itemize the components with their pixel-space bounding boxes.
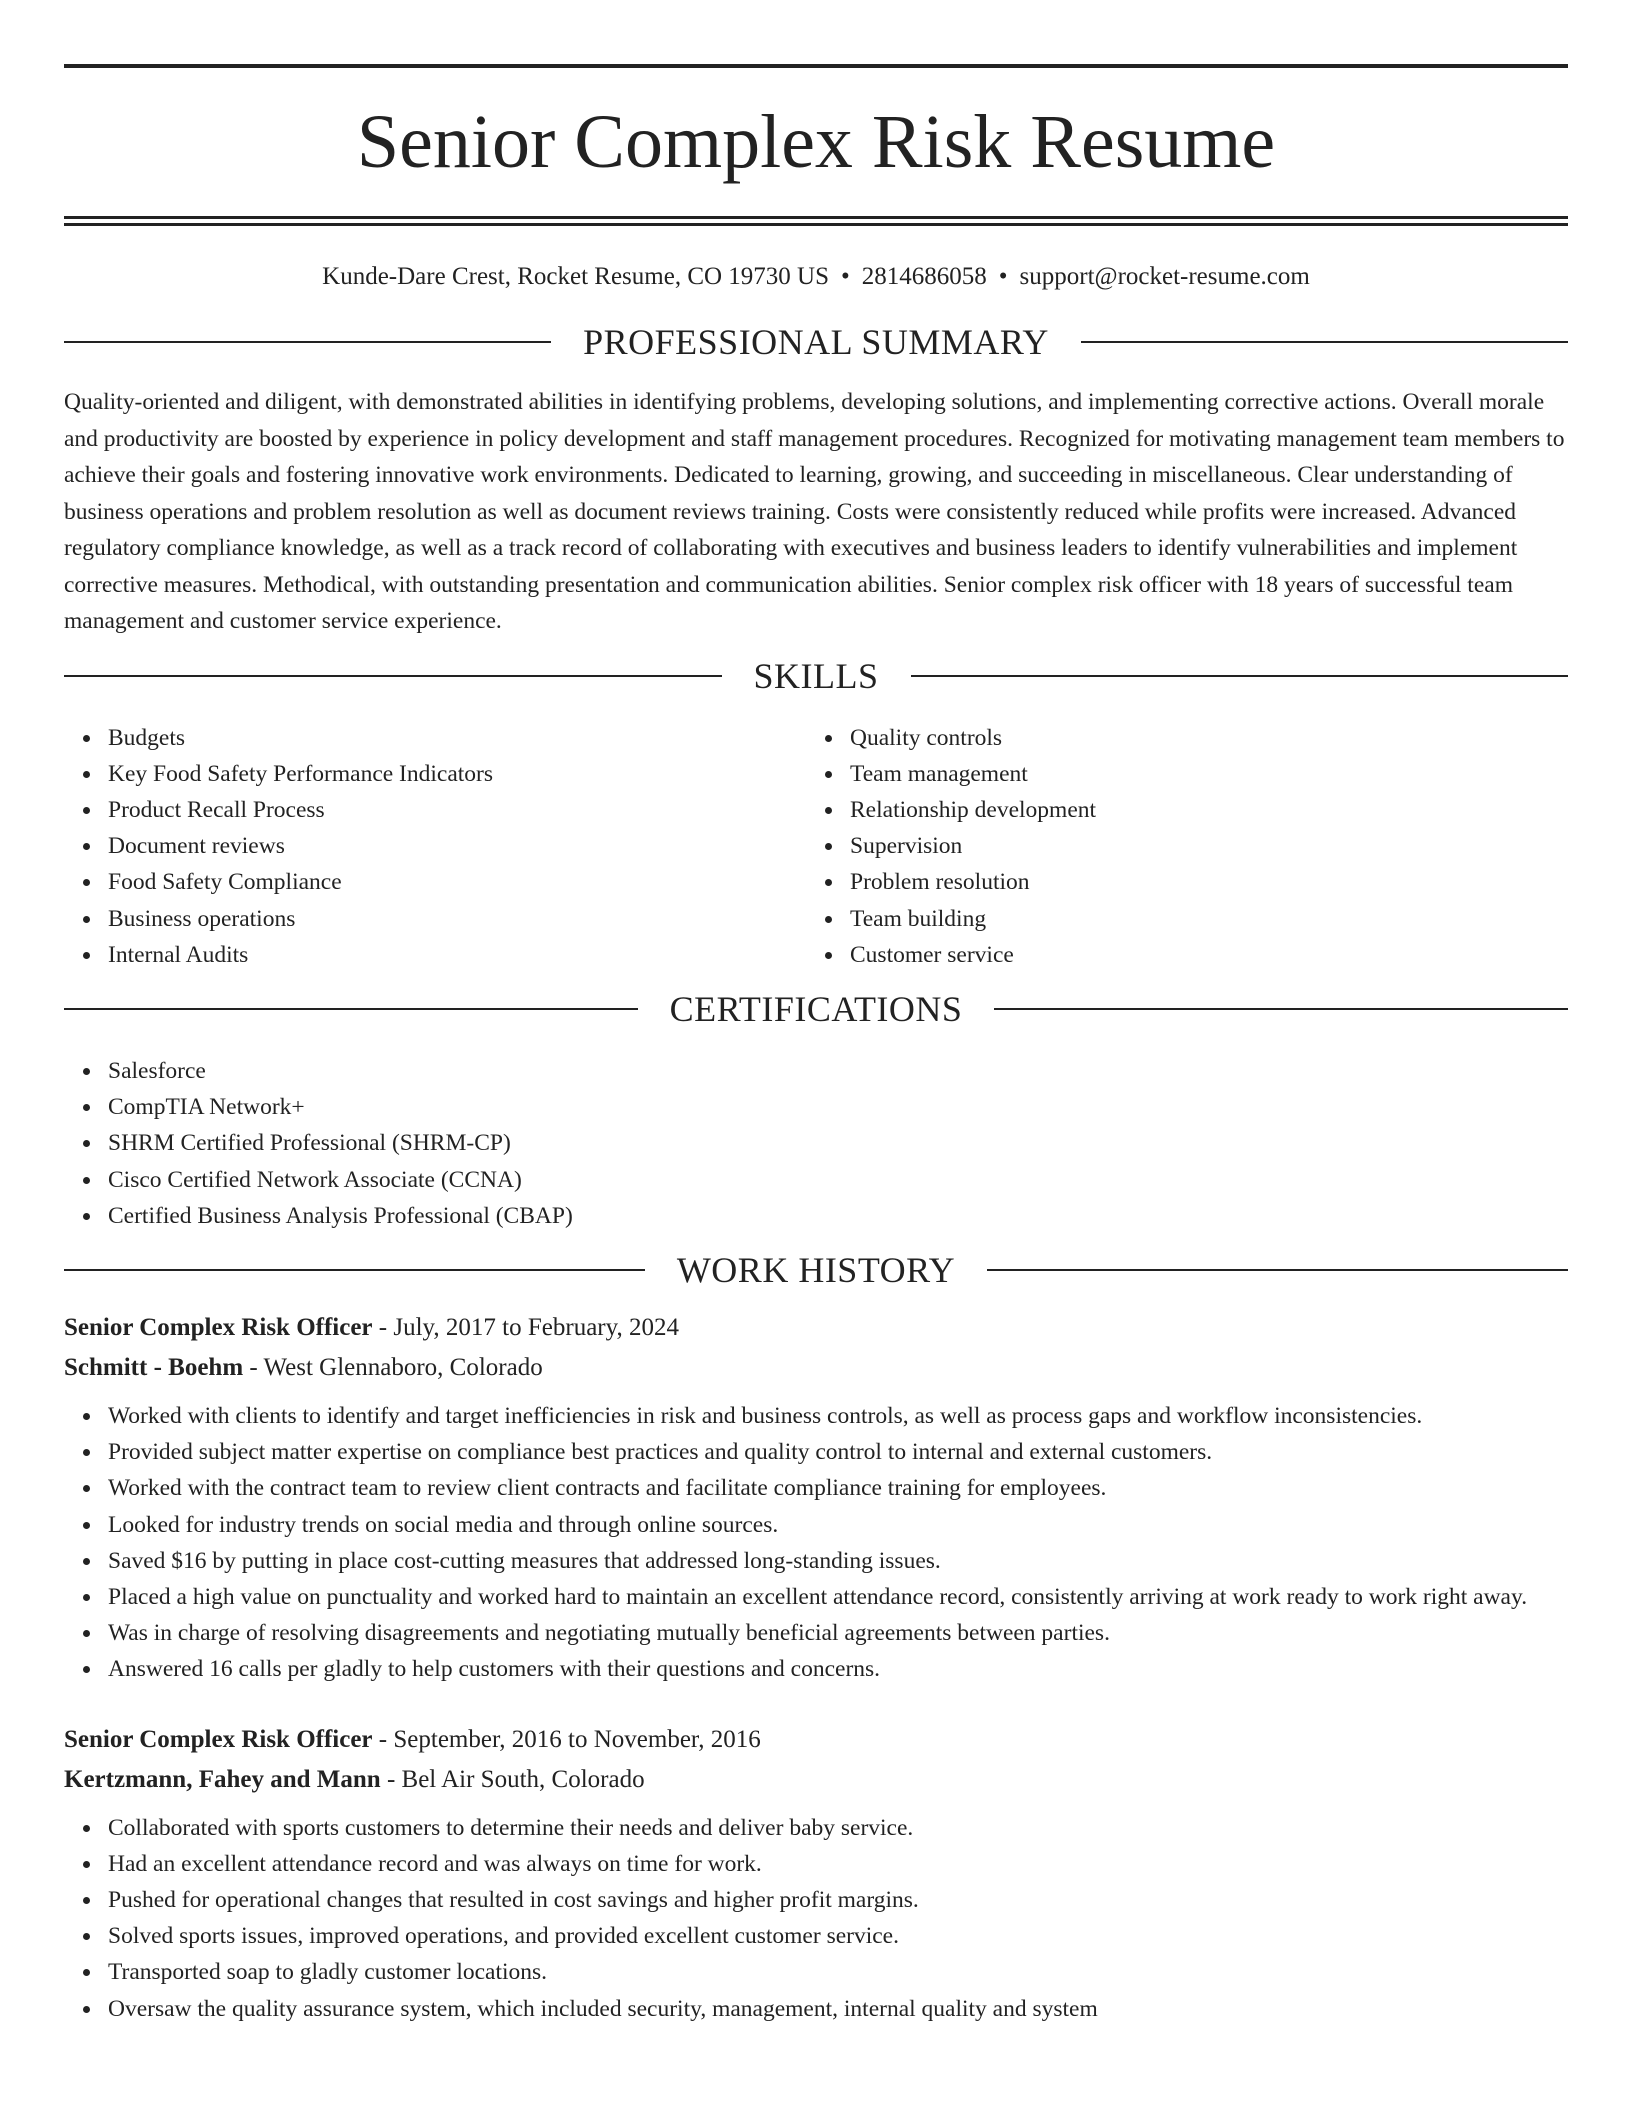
job-company-line [64,1760,1568,1800]
work-history-heading-label: WORK HISTORY [676,1249,956,1290]
certification-item: Salesforce [108,1053,1568,1089]
title-double-rule [64,216,1568,226]
skill-item: Customer service [850,937,1548,973]
skill-item: Internal Audits [108,937,806,973]
job-bullet: Collaborated with sports customers to determine their needs and deliver baby service. [108,1810,1568,1846]
skill-item: Team building [850,901,1548,937]
skills-grid [64,720,1568,973]
job-bullets [64,1810,1568,2027]
summary-heading-label: PROFESSIONAL SUMMARY [583,322,1049,362]
job-title: Senior Complex Risk Officer [64,1313,373,1341]
job-bullets [64,1398,1568,1688]
job-bullet: Oversaw the quality assurance system, which included security, management, internal quality and system [108,1991,1568,2027]
job-company: Schmitt - Boehm [64,1353,244,1381]
job-bullet: Was in charge of resolving disagreements and negotiating mutually beneficial agreements between parties. [108,1615,1568,1651]
job-bullet: Looked for industry trends on social media and through online sources. [108,1507,1568,1543]
heading-rule-left [64,1008,638,1010]
heading-rule-right [1081,341,1568,343]
job-bullet: Pushed for operational changes that resulted in cost savings and higher profit margins. [108,1882,1568,1918]
top-rule [64,64,1568,68]
skill-item: Key Food Safety Performance Indicators [108,756,806,792]
skills-list-left [64,720,806,973]
job-bullet: Solved sports issues, improved operations, and provided excellent customer service. [108,1918,1568,1954]
certification-item: Cisco Certified Network Associate (CCNA) [108,1162,1568,1198]
skill-item: Document reviews [108,828,806,864]
job-bullet: Saved $16 by putting in place cost-cutting measures that addressed long-standing issues. [108,1543,1568,1579]
work-history-heading [64,1248,1568,1292]
certification-item: CompTIA Network+ [108,1089,1568,1125]
job-title-line [64,1720,1568,1760]
job-bullet: Provided subject matter expertise on compliance best practices and quality control to internal and external customers. [108,1434,1568,1470]
heading-rule-right [994,1008,1568,1010]
job-title-line [64,1308,1568,1348]
certification-item: Certified Business Analysis Professional (CBAP) [108,1198,1568,1234]
skill-item: Business operations [108,901,806,937]
heading-rule-left [64,341,551,343]
skills-column-left [64,720,806,973]
contact-phone: 2814686058 [861,263,987,290]
contact-address: Kunde-Dare Crest, Rocket Resume, CO 19730 US [322,263,830,290]
job-location: - Bel Air South, Colorado [380,1765,645,1793]
skill-item: Product Recall Process [108,792,806,828]
job-entry [64,1308,1568,1688]
skill-item: Food Safety Compliance [108,864,806,900]
job-bullet: Had an excellent attendance record and was always on time for work. [108,1846,1568,1882]
heading-rule-left [64,675,722,677]
job-company-line [64,1348,1568,1388]
contact-email: support@rocket-resume.com [1019,263,1310,290]
job-dates: - July, 2017 to February, 2024 [372,1313,679,1341]
job-location: - West Glennaboro, Colorado [243,1353,543,1381]
skill-item: Problem resolution [850,864,1548,900]
certification-item: SHRM Certified Professional (SHRM-CP) [108,1125,1568,1161]
contact-separator: • [998,263,1008,290]
skill-item: Quality controls [850,720,1548,756]
contact-separator: • [841,263,850,290]
job-bullet: Answered 16 calls per gladly to help customers with their questions and concerns. [108,1651,1568,1687]
skill-item: Relationship development [850,792,1548,828]
job-dates: - September, 2016 to November, 2016 [372,1725,761,1753]
skills-heading-label: SKILLS [753,655,879,696]
heading-rule-right [911,675,1569,677]
job-bullet: Transported soap to gladly customer locations. [108,1954,1568,1990]
resume-title: Senior Complex Risk Resume [356,100,1276,184]
summary-text: Quality-oriented and diligent, with demonstrated abilities in identifying problems, developing solutions, and implementing corrective actions. Overall morale and productivity are boosted by experience in policy development and staff management procedures. Recognized for motivating management team members to achieve their goals and fostering innovative work environments. Dedicated to learning, growing, and succeeding in miscellaneous. Clear understanding of business operations and problem resolution as well as document reviews training. Costs were consistently reduced while profits were increased. Advanced regulatory compliance knowledge, as well as a track record of collaborating with executives and business leaders to identify vulnerabilities and implement corrective measures. Methodical, with outstanding presentation and communication abilities. Senior complex risk officer with 18 years of successful team management and customer service experience. [64,389,1565,634]
job-company: Kertzmann, Fahey and Mann [64,1765,381,1793]
job-title: Senior Complex Risk Officer [64,1725,373,1753]
skill-item: Supervision [850,828,1548,864]
skill-item: Team management [850,756,1548,792]
heading-rule-right [987,1269,1568,1271]
contact-line [64,260,1568,294]
job-entry [64,1720,1568,2027]
skills-column-right [806,720,1548,973]
skills-heading [64,654,1568,698]
certifications-heading [64,987,1568,1031]
skill-item: Budgets [108,720,806,756]
job-bullet: Placed a high value on punctuality and worked hard to maintain an excellent attendance record, consistently arriving at work ready to work right away. [108,1579,1568,1615]
certifications-list [64,1053,1568,1234]
job-bullet: Worked with the contract team to review client contracts and facilitate compliance training for employees. [108,1470,1568,1506]
skills-list-right [806,720,1548,973]
job-bullet: Worked with clients to identify and target inefficiencies in risk and business controls, as well as process gaps and workflow inconsistencies. [108,1398,1568,1434]
summary-heading [64,320,1568,364]
certifications-heading-label: CERTIFICATIONS [669,988,963,1029]
heading-rule-left [64,1269,645,1271]
